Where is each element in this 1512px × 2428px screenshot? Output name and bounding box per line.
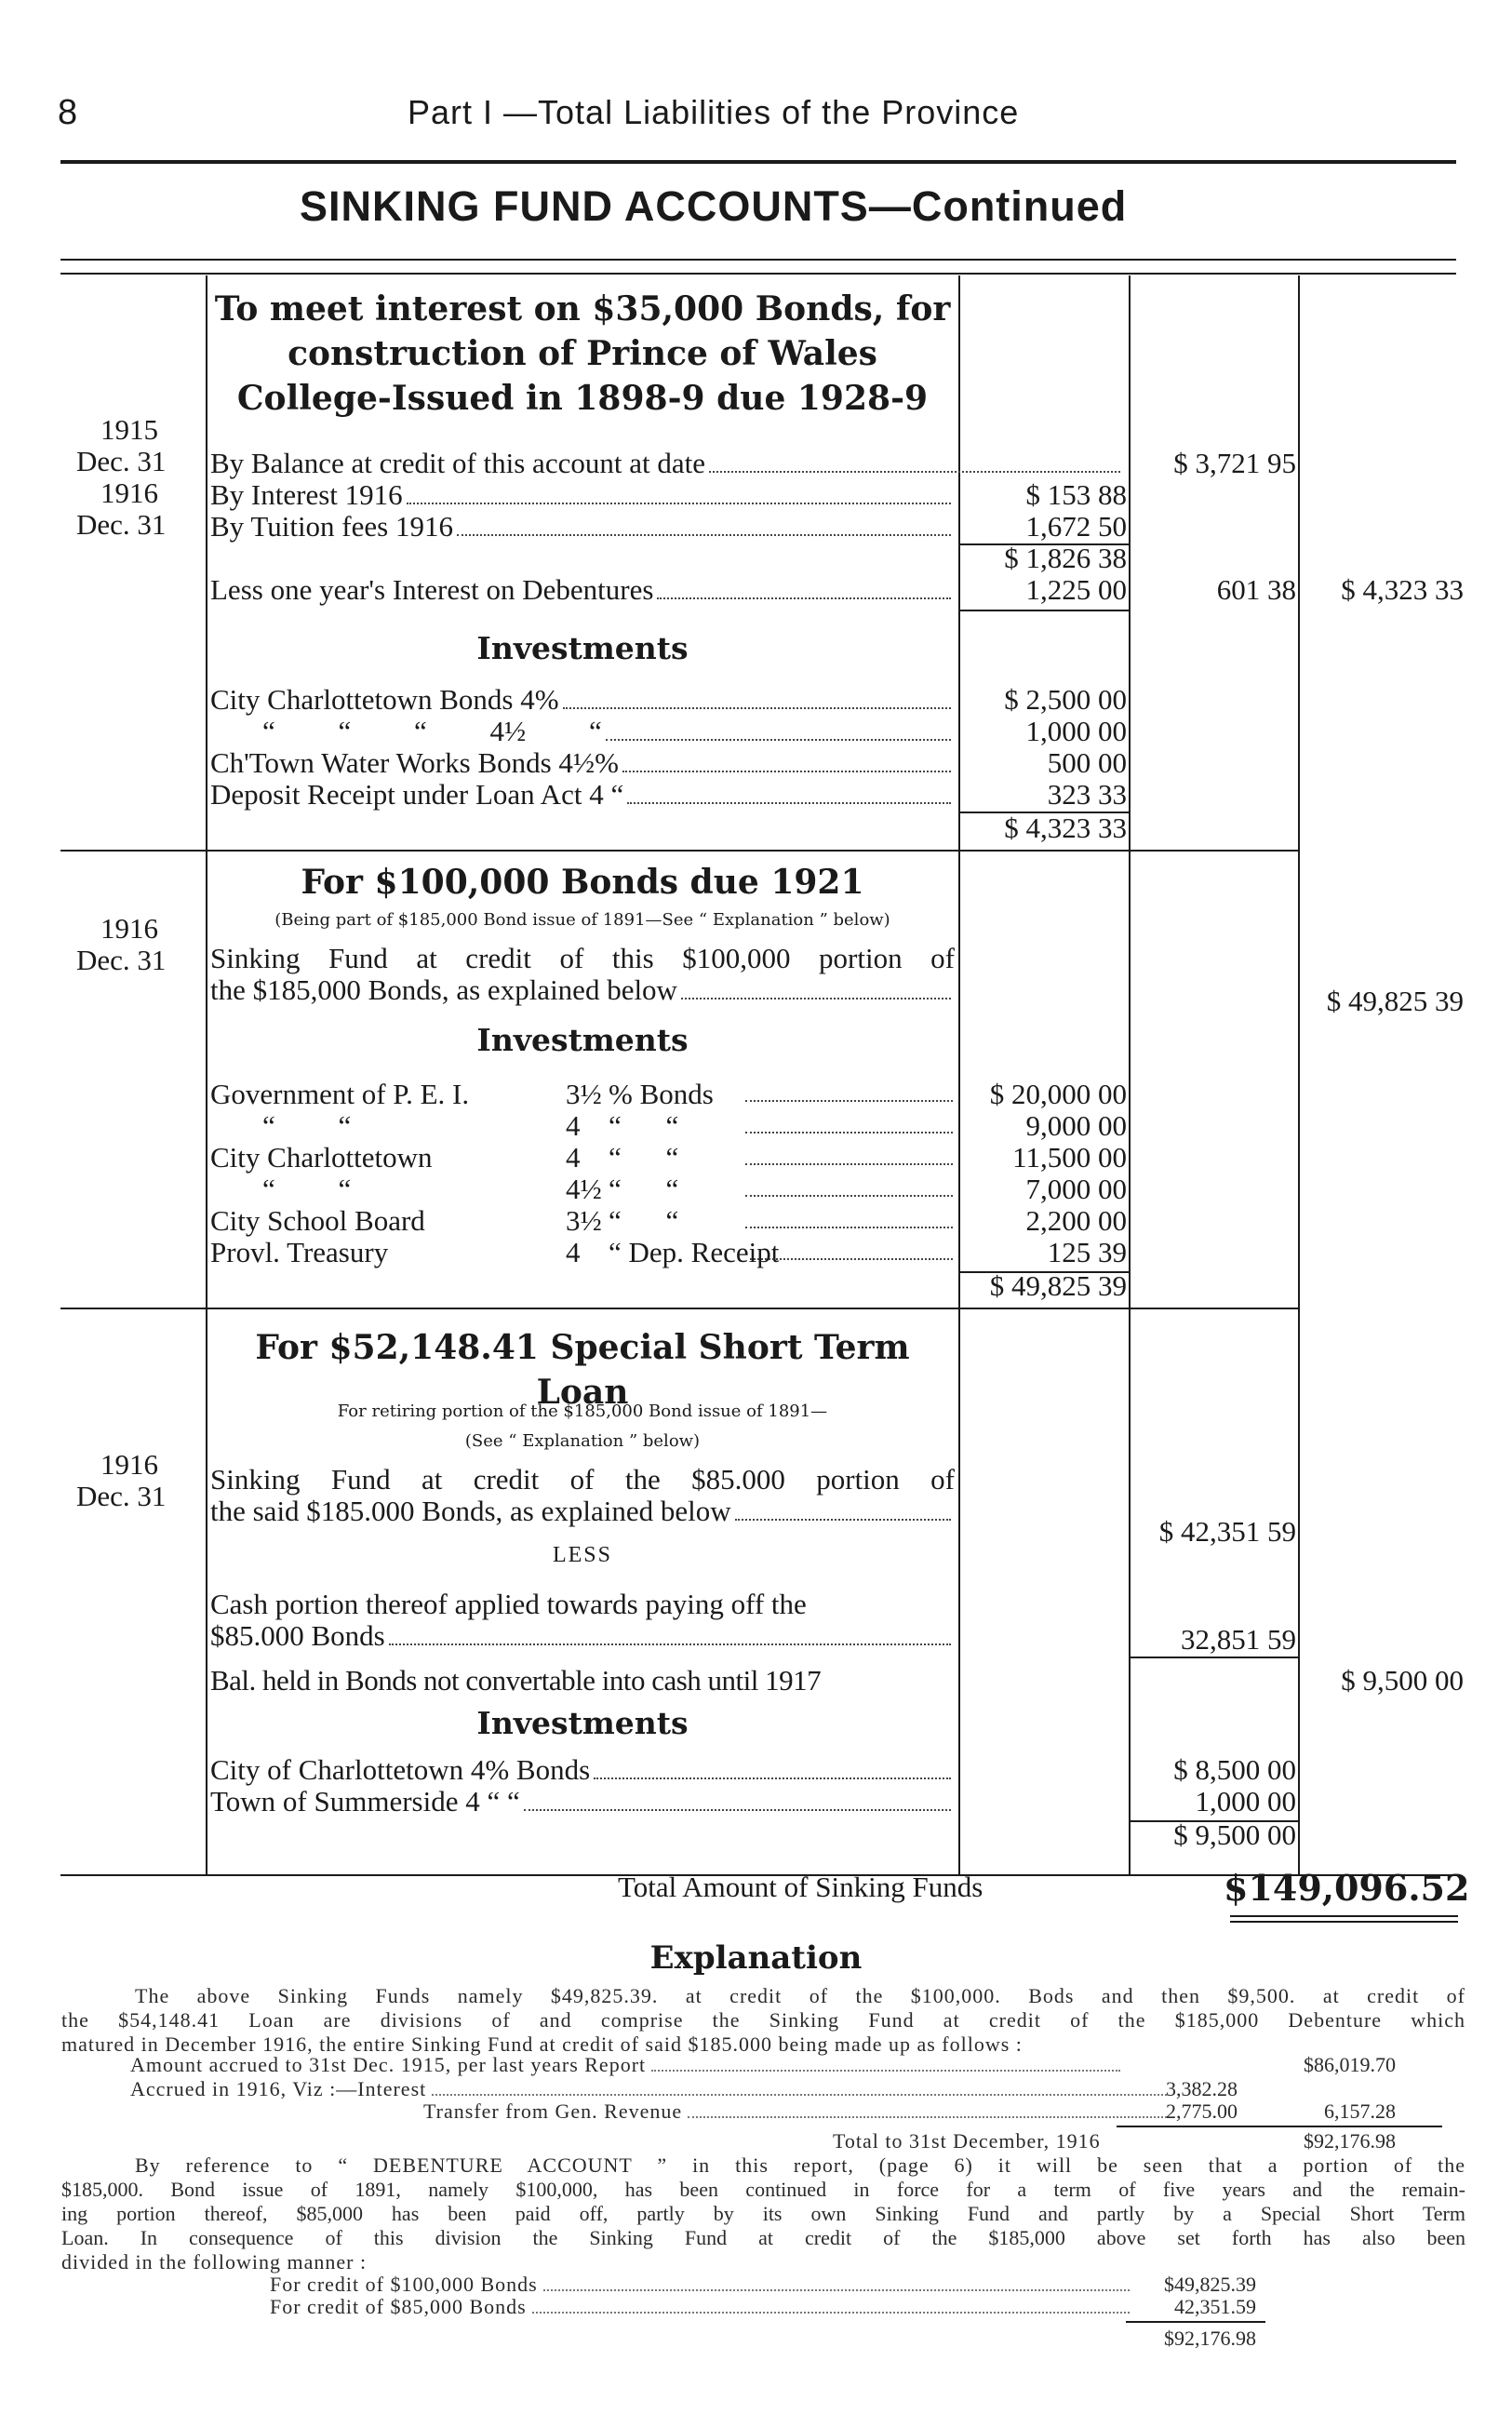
- explanation-final-total: $92,176.98: [1164, 2327, 1256, 2350]
- section1-investments-total: $ 4,323 33: [1004, 812, 1127, 844]
- section2-investment-kind: “ “: [609, 1109, 679, 1142]
- section1-investment-label: Ch'Town Water Works Bonds 4½%: [210, 746, 620, 779]
- section1-row-tuition: [210, 510, 955, 543]
- section1-row-rule: [960, 610, 1129, 611]
- section2-investment-rate: 3½: [566, 1204, 602, 1237]
- section3-investment-value: 1,000 00: [1195, 1785, 1296, 1818]
- section1-date-day1: Dec. 31: [76, 445, 167, 477]
- leader-dots: [622, 771, 951, 772]
- leader-dots: [524, 1809, 951, 1811]
- leader-dots: [563, 707, 951, 709]
- explanation-subtotal-value: 6,157.28: [1324, 2099, 1396, 2123]
- section3-investment-label: Town of Summerside 4 “ “: [210, 1785, 520, 1818]
- section1-row-less-interest: [210, 573, 955, 607]
- section1-date-year2: 1916: [100, 476, 158, 509]
- section1-row-balance-label: By Balance at credit of this account at date: [210, 447, 705, 479]
- leader-dots: [627, 802, 951, 804]
- section1-investment-label: City Charlottetown Bonds 4%: [210, 683, 559, 716]
- section3-investment-row: [210, 1785, 955, 1818]
- section3-title: For $52,148.41 Special Short Term Loan: [255, 1328, 910, 1412]
- section2-investment-name: Provl. Treasury: [210, 1236, 389, 1268]
- grand-total-label: Total Amount of Sinking Funds: [618, 1871, 983, 1903]
- page-title-main: SINKING FUND ACCOUNTS: [300, 182, 869, 230]
- section2-investments-heading: Investments: [476, 1022, 689, 1058]
- section2-investment-value: 7,000 00: [1025, 1173, 1127, 1205]
- section1-row-balance: [210, 447, 1124, 480]
- section3-less-label: LESS: [552, 1543, 612, 1567]
- section1-investment-row: [210, 683, 955, 717]
- section1-investment-value: 1,000 00: [1025, 715, 1127, 747]
- leader-dots: [735, 1519, 951, 1521]
- section2-investment-row: [210, 1141, 958, 1173]
- section1-investment-row: [210, 778, 955, 812]
- section3-desc-line2-text: the said $185.000 Bonds, as explained below: [210, 1495, 731, 1527]
- section3-balance-value: $ 9,500 00: [1341, 1664, 1464, 1697]
- leader-dots: [389, 1643, 951, 1645]
- section3-investments-heading: Investments: [476, 1705, 689, 1741]
- section3-cash-line2: [210, 1619, 955, 1653]
- explanation-para1-line3: matured in December 1916, the entire Sinking Fund at credit of said $185.000 being made up as follows :: [61, 2032, 1023, 2056]
- explanation-para2-line1: By reference to “ DEBENTURE ACCOUNT ” in this report, (page 6) it will be seen that a portion of the: [135, 2153, 1465, 2177]
- explanation-subtotal-rule: [1117, 2126, 1442, 2127]
- section2-date-day: Dec. 31: [76, 944, 167, 976]
- section2-total: $ 49,825 39: [1326, 985, 1464, 1017]
- running-title: Part I —Total Liabilities of the Province: [408, 93, 1020, 131]
- section2-investment-kind: “ “: [609, 1204, 679, 1237]
- leader-dots: [651, 2070, 1120, 2072]
- leader-dots: [745, 1163, 953, 1165]
- leader-dots: [745, 1195, 953, 1197]
- page-title-suffix: —Continued: [868, 182, 1128, 230]
- section1-title: To meet interest on $35,000 Bonds, for construction of Prince of Wales College-Issued in 1898-9 due 1928-9: [214, 289, 951, 418]
- section1-investment-label: “ “ “ 4½ “: [262, 715, 602, 747]
- section3-date-year: 1916: [100, 1448, 158, 1481]
- explanation-interest: [130, 2077, 1172, 2101]
- section1-row-less-interest-col1: 1,225 00: [1025, 573, 1127, 606]
- section1-investment-value: 500 00: [1047, 746, 1127, 779]
- section2-investment-rate: 4: [566, 1141, 581, 1174]
- explanation-accrued-value: $86,019.70: [1304, 2053, 1396, 2076]
- section1-row-interest-label: By Interest 1916: [210, 478, 403, 511]
- section2-investment-value: 9,000 00: [1025, 1109, 1127, 1142]
- explanation-heading: Explanation: [649, 1939, 863, 1977]
- section2-subtitle: (Being part of $185,000 Bond issue of 1891—See “ Explanation ” below): [274, 910, 890, 930]
- section3-date-day: Dec. 31: [76, 1480, 167, 1512]
- leader-dots: [745, 1100, 953, 1102]
- section2-desc-line2: [210, 973, 955, 1007]
- section3-subtitle2: (See “ Explanation ” below): [464, 1431, 701, 1451]
- section3-cash-line2-text: $85.000 Bonds: [210, 1619, 385, 1652]
- section2-investment-kind: % Bonds: [609, 1078, 714, 1110]
- page-title: [300, 182, 1127, 231]
- explanation-para1-line1: The above Sinking Funds namely $49,825.39. at credit of the $100,000. Bods and then $9,500. at credit of: [135, 1984, 1465, 2007]
- section1-row-tuition-label: By Tuition fees 1916: [210, 510, 453, 543]
- section1-investment-label: Deposit Receipt under Loan Act 4 “: [210, 778, 624, 811]
- section1-row-less-interest-col2: 601 38: [1216, 573, 1296, 606]
- section1-investment-row: [210, 715, 955, 748]
- grand-total-value: $149,096.52: [1224, 1867, 1470, 1909]
- section2-investment-row: [210, 1204, 958, 1236]
- section2-investment-rate: 4½: [566, 1173, 602, 1205]
- explanation-total-label: Total to 31st December, 1916: [833, 2129, 1101, 2153]
- header-rule: [60, 160, 1456, 164]
- leader-dots: [688, 2116, 1167, 2118]
- explanation-para2-line4: Loan. In consequence of this division the Sinking Fund at credit of the $185,000 above set forth has also been: [61, 2226, 1465, 2249]
- explanation-interest-label: Accrued in 1916, Viz :—Interest: [130, 2077, 427, 2100]
- section1-row-subtotal-col1: $ 1,826 38: [1004, 542, 1127, 574]
- section2-investment-rate: 4: [566, 1236, 581, 1268]
- leader-dots: [709, 471, 1120, 473]
- section2-title: For $100,000 Bonds due 1921: [301, 863, 864, 902]
- section3-desc-line2: [210, 1495, 955, 1528]
- section1-investment-row: [210, 746, 955, 780]
- section1-row-less-interest-label: Less one year's Interest on Debentures: [210, 573, 654, 606]
- section2-investment-kind: “ “: [609, 1141, 679, 1174]
- leader-dots: [606, 739, 951, 741]
- grand-total-rule: [1230, 1915, 1458, 1917]
- section1-row-tuition-col1: 1,672 50: [1025, 510, 1127, 543]
- section1-investment-value: 323 33: [1047, 778, 1127, 811]
- section-divider: [60, 850, 1298, 852]
- leader-dots: [407, 503, 951, 504]
- section2-investment-row: [210, 1173, 958, 1204]
- grand-total-rule-2: [1230, 1921, 1458, 1923]
- section1-row-balance-col2: $ 3,721 95: [1173, 447, 1296, 479]
- section3-investments-total: $ 9,500 00: [1173, 1818, 1296, 1851]
- explanation-credit-rule: [1126, 2321, 1265, 2323]
- section3-cash-value: 32,851 59: [1181, 1623, 1296, 1656]
- explanation-credit1-label: For credit of $100,000 Bonds: [270, 2273, 538, 2296]
- section2-investment-rate: 3½: [566, 1078, 602, 1110]
- page-number: 8: [58, 93, 78, 132]
- section1-investment-value: $ 2,500 00: [1004, 683, 1127, 716]
- leader-dots: [750, 1258, 953, 1260]
- explanation-accrued: [130, 2053, 1126, 2077]
- title-rule: [60, 259, 1456, 261]
- explanation-credit2-value: 42,351.59: [1174, 2295, 1256, 2318]
- section3-credit-value: $ 42,351 59: [1158, 1515, 1296, 1548]
- section3-balance-label: Bal. held in Bonds not convertable into cash until 1917: [210, 1664, 822, 1697]
- section3-investment-label: City of Charlottetown 4% Bonds: [210, 1753, 591, 1786]
- section2-desc-line1: Sinking Fund at credit of this $100,000 portion of: [210, 942, 955, 974]
- section3-investment-value: $ 8,500 00: [1173, 1753, 1296, 1786]
- section1-investments-heading: Investments: [476, 630, 689, 666]
- explanation-credit1: [270, 2273, 1135, 2297]
- leader-dots: [543, 2289, 1130, 2291]
- section2-date-year: 1916: [100, 912, 158, 945]
- explanation-para2-line5: divided in the following manner :: [61, 2250, 368, 2274]
- section2-desc-line2-text: the $185,000 Bonds, as explained below: [210, 973, 677, 1006]
- section2-investment-name: “ “: [262, 1173, 352, 1205]
- section2-investment-row: [210, 1236, 958, 1268]
- section2-investment-value: $ 20,000 00: [989, 1078, 1127, 1110]
- section3-cash-line1: Cash portion thereof applied towards paying off the: [210, 1588, 807, 1620]
- section2-investment-value: 2,200 00: [1025, 1204, 1127, 1237]
- explanation-credit2: [270, 2295, 1135, 2319]
- section1-row-less-interest-col3: $ 4,323 33: [1341, 573, 1464, 606]
- section2-investments-total: $ 49,825 39: [989, 1269, 1127, 1302]
- section2-investment-kind: “ “: [609, 1173, 679, 1205]
- leader-dots: [681, 998, 951, 999]
- section2-investment-kind: “ Dep. Receipt: [609, 1236, 780, 1268]
- section-divider: [60, 1308, 1298, 1309]
- explanation-credit1-value: $49,825.39: [1164, 2273, 1256, 2296]
- leader-dots: [532, 2312, 1130, 2314]
- title-rule-2: [60, 273, 1456, 275]
- section3-cash-rule: [1131, 1657, 1298, 1658]
- section2-investment-rate: 4: [566, 1109, 581, 1142]
- leader-dots: [457, 534, 951, 536]
- section2-investment-row: [210, 1078, 958, 1109]
- section2-investment-row: [210, 1109, 958, 1141]
- section3-desc-line1: Sinking Fund at credit of the $85.000 portion of: [210, 1463, 955, 1496]
- explanation-total-value: $92,176.98: [1304, 2129, 1396, 2153]
- section2-investment-name: “ “: [262, 1109, 352, 1142]
- section3-investment-row: [210, 1753, 955, 1787]
- section1-date-day2: Dec. 31: [76, 508, 167, 541]
- leader-dots: [745, 1132, 953, 1134]
- explanation-transfer: [423, 2099, 1172, 2124]
- explanation-interest-value: 3,382.28: [1166, 2077, 1238, 2100]
- section3-subtitle1: For retiring portion of the $185,000 Bond issue of 1891—: [337, 1402, 828, 1421]
- leader-dots: [657, 597, 951, 599]
- explanation-para2-line3: ing portion thereof, $85,000 has been paid off, partly by its own Sinking Fund and partly by a Special Short Term: [61, 2202, 1465, 2225]
- explanation-para2-line2: $185,000. Bond issue of 1891, namely $100,000, has been continued in force for a term of five years and the remain-: [61, 2178, 1465, 2201]
- column-divider-col3: [1298, 275, 1300, 1876]
- explanation-transfer-label: Transfer from Gen. Revenue: [423, 2099, 683, 2123]
- leader-dots: [745, 1227, 953, 1228]
- section2-investment-name: Government of P. E. I.: [210, 1078, 470, 1110]
- section2-investment-name: City Charlottetown: [210, 1141, 433, 1174]
- leader-dots: [594, 1777, 951, 1779]
- section2-investment-value: 125 39: [1047, 1236, 1127, 1268]
- explanation-para1-line2: the $54,148.41 Loan are divisions of and comprise the Sinking Fund at credit of the $185,000 Debenture which: [61, 2008, 1465, 2032]
- section1-date-year1: 1915: [100, 413, 158, 446]
- leader-dots: [432, 2094, 1167, 2096]
- explanation-credit2-label: For credit of $85,000 Bonds: [270, 2295, 527, 2318]
- section1-row-interest-col1: $ 153 88: [1025, 478, 1127, 511]
- explanation-transfer-value: 2,775.00: [1166, 2099, 1238, 2123]
- section1-row-interest: [210, 478, 955, 512]
- section2-investment-name: City School Board: [210, 1204, 425, 1237]
- explanation-accrued-label: Amount accrued to 31st Dec. 1915, per last years Report: [130, 2053, 647, 2076]
- section2-investment-value: 11,500 00: [1012, 1141, 1127, 1174]
- column-divider-date: [206, 275, 207, 1876]
